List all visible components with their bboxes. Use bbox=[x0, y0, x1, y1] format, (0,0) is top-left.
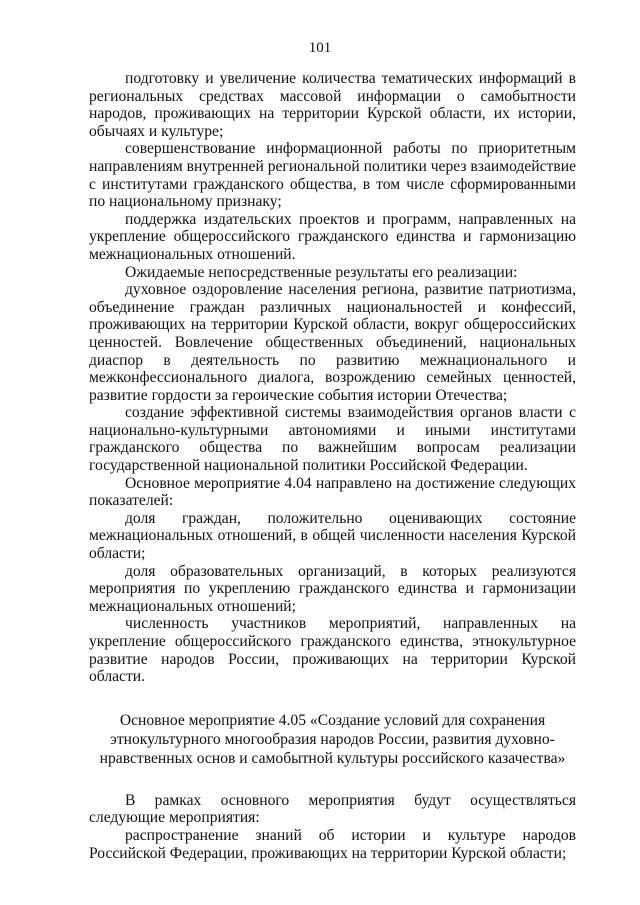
paragraph: В рамках основного мероприятия будут осуществляться следующие мероприятия: bbox=[89, 791, 576, 827]
paragraph: создание эффективной системы взаимодействия органов власти с национально-культурными автономиями и иными институтами гражданского общества по важнейшим вопросам реализации государственной национальной политики Российской Федерации. bbox=[89, 404, 576, 475]
document-body bbox=[89, 70, 576, 862]
paragraph: доля образовательных организаций, в которых реализуются мероприятия по укреплению гражданского единства и гармонизации межнациональных отношений; bbox=[89, 562, 576, 615]
paragraph: поддержка издательских проектов и программ, направленных на укрепление общероссийского гражданского единства и гармонизацию межнациональных отношений. bbox=[89, 210, 576, 263]
paragraph: численность участников мероприятий, направленных на укрепление общероссийского гражданского единства, этнокультурное развитие народов России, проживающих на территории Курской области. bbox=[89, 615, 576, 686]
section-heading: Основное мероприятие 4.05 «Создание условий для сохранения этнокультурного многообразия народов России, развития духовно-нравственных основ и самобытной культуры российского казачества» bbox=[99, 711, 566, 767]
paragraph: духовное оздоровление населения региона, развитие патриотизма, объединение граждан различных национальностей и конфессий, проживающих на территории Курской области, вокруг общероссийских ценностей. Вовлечение общественных объединений, национальных диаспор в деятельность по развитию межнационального и межконфессионального диалога, возрождению семейных ценностей, развитие гордости за героические события истории Отечества; bbox=[89, 281, 576, 404]
paragraph: доля граждан, положительно оценивающих состояние межнациональных отношений, в общей численности населения Курской области; bbox=[89, 509, 576, 563]
paragraph: распространение знаний об истории и культуре народов Российской Федерации, проживающих на территории Курской области; bbox=[89, 826, 576, 862]
paragraph: Ожидаемые непосредственные результаты его реализации: bbox=[125, 263, 518, 281]
paragraph: подготовку и увеличение количества тематических информаций в региональных средствах массовой информации о самобытности народов, проживающих на территории Курской области, их истории, обычаях и культуре; bbox=[89, 70, 576, 140]
paragraph: совершенствование информационной работы по приоритетным направлениям внутренней региональной политики через взаимодействие с институтами гражданского общества, в том числе сформированными по национальному признаку; bbox=[89, 140, 576, 211]
paragraph: Основное мероприятие 4.04 направлено на достижение следующих показателей: bbox=[89, 474, 576, 510]
page-number: 101 bbox=[308, 40, 332, 56]
spacer bbox=[89, 768, 576, 792]
